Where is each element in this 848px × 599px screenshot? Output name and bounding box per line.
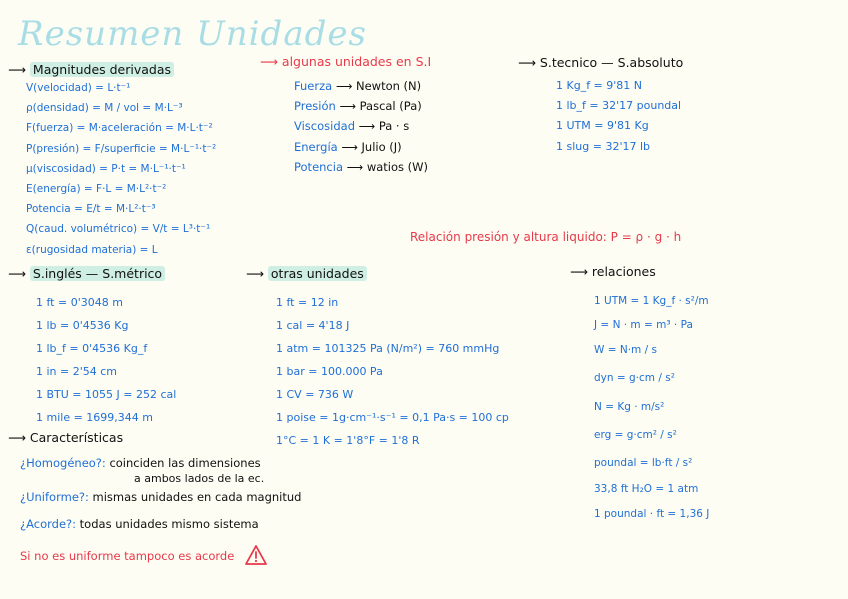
caracteristica-answer-cont: a ambos lados de la ec. <box>134 472 265 485</box>
otras-heading-label: otras unidades <box>268 266 367 281</box>
si-row: Presión ⟶ Pascal (Pa) <box>294 99 422 114</box>
relacion-item: dyn = g·cm / s² <box>594 372 675 384</box>
otras-item: 1 bar = 100.000 Pa <box>276 365 383 378</box>
pressure-relation: Relación presión y altura liquido: P = ρ · g · h <box>410 230 682 244</box>
ingles-heading-label: S.inglés — S.métrico <box>30 266 165 281</box>
relaciones-heading-label: relaciones <box>591 264 656 279</box>
arrow-right-icon: ⟶ <box>570 264 588 279</box>
tecnico-list <box>556 76 681 157</box>
si-row: Energía ⟶ Julio (J) <box>294 139 402 154</box>
magnitudes-heading <box>8 62 174 77</box>
caracteristica-answer: todas unidades mismo sistema <box>79 517 259 531</box>
ingles-item: 1 in = 2'54 cm <box>36 365 118 378</box>
magnitude-item: Potencia = E/t = M·L²·t⁻³ <box>26 203 156 216</box>
arrow-right-icon: ⟶ <box>8 266 26 281</box>
otras-item: 1°C = 1 K = 1'8°F = 1'8 R <box>276 434 420 447</box>
relacion-item: 1 poundal · ft = 1,36 J <box>594 508 710 520</box>
tecnico-heading <box>518 55 683 70</box>
tecnico-item: 1 lb_f = 32'17 poundal <box>556 99 682 113</box>
tecnico-heading-label: S.tecnico — S.absoluto <box>539 55 684 70</box>
tecnico-item: 1 Kg_f = 9'81 N <box>556 79 643 92</box>
ingles-heading <box>8 266 165 281</box>
otras-item: 1 ft = 12 in <box>276 296 339 309</box>
caracteristica-uniforme <box>20 490 301 504</box>
si-unit: Julio (J) <box>361 139 402 154</box>
relacion-item: J = N · m = m³ · Pa <box>594 319 693 331</box>
si-name: Energía <box>294 139 338 154</box>
si-row: Potencia ⟶ watios (W) <box>294 159 428 174</box>
magnitude-item: ρ(densidad) = M / vol = M·L⁻³ <box>26 102 183 115</box>
ingles-item: 1 mile = 1699,344 m <box>36 411 153 424</box>
si-name: Potencia <box>294 159 343 174</box>
si-unit: Newton (N) <box>355 79 422 93</box>
ingles-item: 1 lb_f = 0'4536 Kg_f <box>36 342 148 355</box>
magnitude-item: F(fuerza) = M·aceleración = M·L·t⁻² <box>26 122 213 135</box>
si-unit: Pa · s <box>378 119 410 134</box>
magnitude-item: μ(viscosidad) = P·t = M·L⁻¹·t⁻¹ <box>26 162 186 175</box>
ingles-item: 1 ft = 0'3048 m <box>36 296 123 309</box>
caracteristicas-heading-label: Características <box>29 430 124 445</box>
otras-item: 1 poise = 1g·cm⁻¹·s⁻¹ = 0,1 Pa·s = 100 cp <box>276 411 509 424</box>
arrow-right-icon: ⟶ <box>260 54 278 69</box>
relaciones-list <box>594 289 709 526</box>
si-heading <box>260 54 431 69</box>
caracteristica-question: ¿Homogéneo?: <box>20 456 106 470</box>
relacion-item: poundal = lb·ft / s² <box>594 457 693 469</box>
relacion-item: N = Kg · m/s² <box>594 401 665 413</box>
caracteristica-question: ¿Acorde?: <box>20 517 77 531</box>
magnitude-item: ε(rugosidad materia) = L <box>26 243 158 256</box>
si-name: Viscosidad <box>294 119 355 134</box>
warning-text: Si no es uniforme tampoco es acorde <box>20 549 235 563</box>
si-name: Fuerza <box>294 79 333 93</box>
caracteristica-answer: coinciden las dimensiones <box>109 456 261 470</box>
caracteristica-homogeneo <box>20 456 261 470</box>
caracteristica-answer: mismas unidades en cada magnitud <box>92 490 302 504</box>
magnitude-item: E(energía) = F·L = M·L²·t⁻² <box>26 182 167 195</box>
relacion-item: W = N·m / s <box>594 344 657 356</box>
magnitudes-list <box>26 78 216 260</box>
otras-heading <box>246 266 367 281</box>
relaciones-heading <box>570 264 656 279</box>
ingles-item: 1 lb = 0'4536 Kg <box>36 319 129 332</box>
page-title: Resumen Unidades <box>18 14 367 54</box>
otras-item: 1 atm = 101325 Pa (N/m²) = 760 mmHg <box>276 342 500 355</box>
si-name: Presión <box>294 99 336 114</box>
ingles-list <box>36 291 176 429</box>
magnitudes-heading-label: Magnitudes derivadas <box>30 62 174 77</box>
otras-item: 1 cal = 4'18 J <box>276 319 350 332</box>
caracteristicas-heading <box>8 430 123 445</box>
relacion-item: 33,8 ft H₂O = 1 atm <box>594 483 699 495</box>
ingles-item: 1 BTU = 1055 J = 252 cal <box>36 388 177 401</box>
relacion-item: 1 UTM = 1 Kg_f · s²/m <box>594 295 709 307</box>
si-row: Fuerza ⟶ Newton (N) <box>294 79 422 93</box>
magnitude-item: V(velocidad) = L·t⁻¹ <box>26 82 131 94</box>
caracteristica-question: ¿Uniforme?: <box>20 490 89 504</box>
magnitude-item: Q(caud. volumétrico) = V/t = L³·t⁻¹ <box>26 223 211 236</box>
caracteristica-acorde <box>20 517 259 531</box>
arrow-right-icon: ⟶ <box>8 430 26 445</box>
si-unit: Pascal (Pa) <box>359 99 422 114</box>
arrow-right-icon: ⟶ <box>246 266 264 281</box>
si-heading-label: algunas unidades en S.I <box>281 54 432 69</box>
tecnico-item: 1 UTM = 9'81 Kg <box>556 119 649 133</box>
arrow-right-icon: ⟶ <box>518 55 536 70</box>
si-unit: watios (W) <box>366 159 428 174</box>
relacion-item: erg = g·cm² / s² <box>594 429 677 441</box>
warning-icon <box>244 544 268 569</box>
tecnico-item: 1 slug = 32'17 lb <box>556 139 650 153</box>
otras-list <box>276 291 509 452</box>
si-list <box>294 76 428 177</box>
warning-note <box>20 544 268 569</box>
arrow-right-icon: ⟶ <box>8 62 26 77</box>
otras-item: 1 CV = 736 W <box>276 388 354 401</box>
si-row: Viscosidad ⟶ Pa · s <box>294 119 410 134</box>
magnitude-item: P(presión) = F/superficie = M·L⁻¹·t⁻² <box>26 142 217 155</box>
